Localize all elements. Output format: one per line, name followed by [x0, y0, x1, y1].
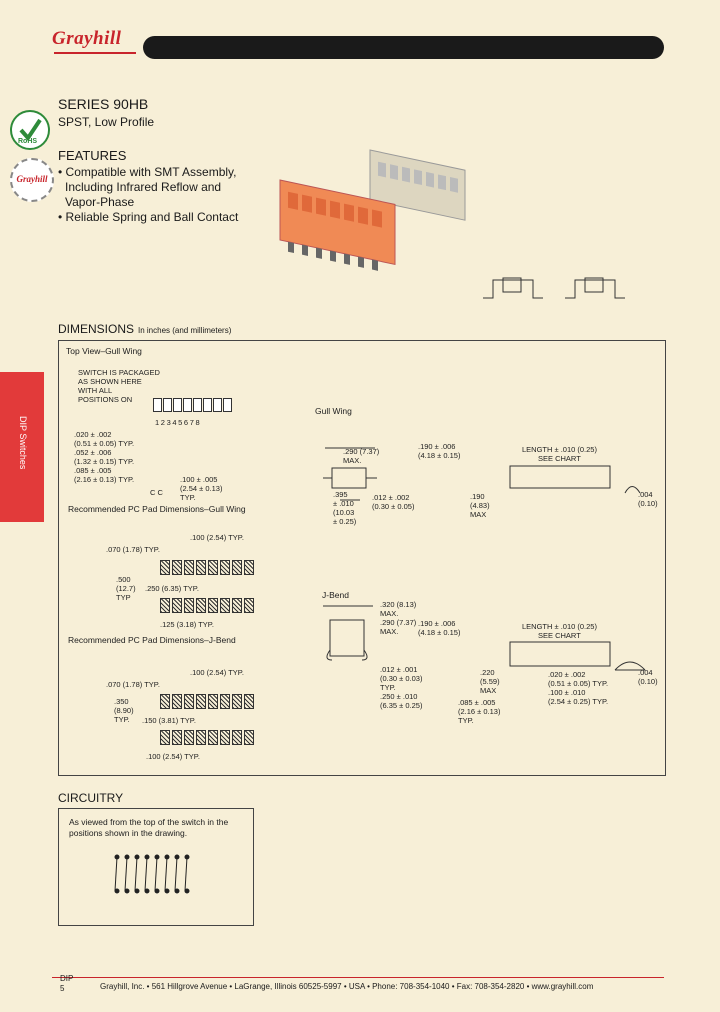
footer-contact: Grayhill, Inc. • 561 Hillgrove Avenue • LaGrange, Illinois 60525-5997 • USA • Phone: 708-354-1040 • Fax: 708-354-2820 • www.grayhill.com: [100, 982, 594, 991]
dim-label: .004 (0.10): [638, 668, 658, 686]
logo-underline: [54, 52, 136, 54]
feature-item: • Compatible with SMT Assembly,: [58, 165, 237, 179]
j-bend-label: J-Bend: [322, 590, 349, 600]
header-bar: [143, 36, 664, 59]
j-bend-side-drawing: [318, 600, 378, 700]
dimensions-heading: DIMENSIONS: [58, 322, 135, 336]
switch-note: SWITCH IS PACKAGED AS SHOWN HERE WITH ALL POSITIONS ON: [78, 368, 160, 404]
series-subtitle: SPST, Low Profile: [58, 115, 155, 129]
feature-item: Vapor-Phase: [65, 195, 135, 209]
pc-pad-row: [160, 730, 256, 750]
dim-label: .350 (8.90) TYP.: [114, 697, 134, 724]
footer-page: DIP 5: [60, 974, 74, 993]
side-tab: [0, 372, 44, 522]
dim-label: .220 (5.59) MAX: [480, 668, 500, 695]
top-view-switch-diagram: [153, 398, 233, 417]
dim-label: .070 (1.78) TYP.: [106, 680, 160, 689]
top-view-label: Top View–Gull Wing: [66, 346, 142, 356]
dimensions-box: [58, 340, 666, 776]
dim-label: .100 (2.54) TYP.: [190, 533, 244, 542]
dim-label: LENGTH ± .010 (0.25) SEE CHART: [522, 622, 597, 640]
gull-wing-front-drawing: [490, 458, 660, 498]
product-photo: [270, 140, 470, 280]
dim-label: .320 (8.13) MAX. .290 (7.37) MAX.: [380, 600, 417, 636]
dim-label: .125 (3.18) TYP.: [160, 620, 214, 629]
dim-label: .020 ± .002 (0.51 ± 0.05) TYP. .052 ± .006 (1.32 ± 0.15) TYP. .085 ± .005 (2.16 ± 0.13) TYP.: [74, 430, 135, 484]
grayhill-logo: Grayhill: [52, 28, 122, 49]
circuitry-box: [58, 808, 254, 926]
dim-label: .085 ± .005 (2.16 ± 0.13) TYP.: [458, 698, 501, 725]
dim-label: .250 (6.35) TYP.: [145, 584, 199, 593]
pc-pad-row: [160, 560, 256, 580]
feature-item: Including Infrared Reflow and: [65, 180, 222, 194]
side-tab-label: DIP Switches: [18, 416, 28, 470]
switch-numbers: 12345678: [155, 418, 202, 427]
rohs-label: RoHS: [18, 138, 38, 145]
circuit-schematic: [107, 851, 197, 901]
series-title: SERIES 90HB: [58, 96, 149, 112]
footer-rule: [52, 977, 664, 978]
dim-label: .100 (2.54) TYP.: [146, 752, 200, 761]
feature-item: • Reliable Spring and Ball Contact: [58, 210, 239, 224]
dim-label: .004 (0.10): [638, 490, 658, 508]
dim-label: .190 (4.83) MAX: [470, 492, 490, 519]
dim-label: .012 ± .002 (0.30 ± 0.05): [372, 493, 415, 511]
pc-pad-row: [160, 598, 256, 618]
gull-wing-label: Gull Wing: [315, 406, 352, 416]
dim-label: .500 (12.7) TYP: [116, 575, 136, 602]
circuitry-text: As viewed from the top of the switch in the positions shown in the drawing.: [69, 817, 229, 838]
dim-label: .190 ± .006 (4.18 ± 0.15): [418, 442, 461, 460]
pc-pad-gull-label: Recommended PC Pad Dimensions–Gull Wing: [68, 504, 246, 514]
j-bend-profile-icon: [560, 270, 630, 305]
pc-pad-jbend-label: Recommended PC Pad Dimensions–J-Bend: [68, 635, 236, 645]
dim-label: .100 (2.54) TYP.: [190, 668, 244, 677]
dim-label: .070 (1.78) TYP.: [106, 545, 160, 554]
dim-label: .290 (7.37) MAX.: [343, 447, 380, 465]
pc-pad-row: [160, 694, 256, 714]
dim-label: .150 (3.81) TYP.: [142, 716, 196, 725]
dim-label: .020 ± .002 (0.51 ± 0.05) TYP. .100 ± .010 (2.54 ± 0.25) TYP.: [548, 670, 609, 706]
features-heading: FEATURES: [58, 148, 127, 163]
circuitry-heading: CIRCUITRY: [58, 791, 124, 805]
dim-label: .190 ± .006 (4.18 ± 0.15): [418, 619, 461, 637]
centerline-label: C C: [150, 488, 163, 497]
gull-wing-profile-icon: [478, 270, 548, 305]
dimensions-units: In inches (and millimeters): [138, 326, 232, 335]
dim-label: .100 ± .005 (2.54 ± 0.13) TYP.: [180, 475, 223, 502]
dim-label: .395 ± .010 (10.03 ± 0.25): [333, 490, 357, 526]
dim-label: LENGTH ± .010 (0.25) SEE CHART: [522, 445, 597, 463]
grayhill-seal: Grayhill: [10, 158, 54, 202]
dim-label: .012 ± .001 (0.30 ± 0.03) TYP. .250 ± .010 (6.35 ± 0.25): [380, 665, 423, 710]
